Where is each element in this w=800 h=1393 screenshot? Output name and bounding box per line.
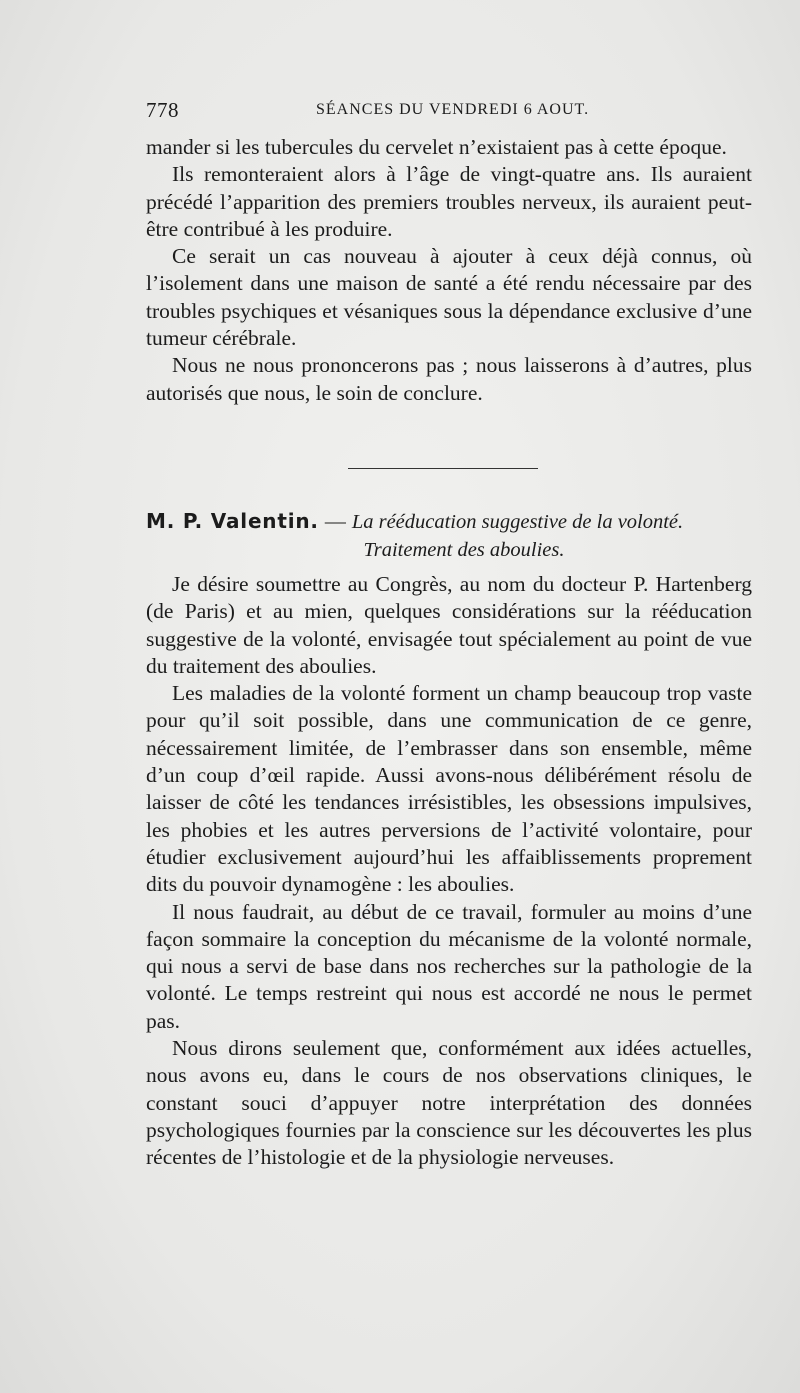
paragraph: Je désire soumettre au Congrès, au nom du docteur P. Hartenberg (de Paris) et au mien, quelques considérations sur la rééducation suggestive de la volonté, envisagée tout spécialement au point de vue du traitement des aboulies.: [146, 572, 752, 678]
paragraph: mander si les tubercules du cervelet n’existaient pas à cette époque.: [146, 135, 727, 159]
paragraph: Nous dirons seulement que, conformément aux idées actuelles, nous avons eu, dans le cours de nos observations cliniques, le constant souci d’appuyer notre interprétation des données psychologiques fournies par la conscience sur les découvertes les plus récentes de l’histologie et de la physiologie nerveuses.: [146, 1036, 752, 1170]
paragraph: Nous ne nous prononcerons pas ; nous laisserons à d’autres, plus autorisés que nous, le soin de conclure.: [146, 353, 752, 405]
paragraph: Ce serait un cas nouveau à ajouter à ceux déjà connus, où l’isolement dans une maison de santé a été rendu nécessaire par des troubles psychiques et vésaniques sous la dépendance exclusive d’une tumeur cérébrale.: [146, 244, 752, 351]
running-head: SÉANCES DU VENDREDI 6 AOUT.: [316, 101, 590, 118]
section-divider: [348, 468, 538, 469]
heading-line: [146, 508, 752, 536]
page-number: 778: [146, 98, 179, 122]
author-name: M. P. Valentin.: [146, 509, 319, 533]
previous-article-conclusion: [146, 134, 752, 407]
article-body: [146, 571, 752, 1172]
paragraph: Ils remonteraient alors à l’âge de vingt-quatre ans. Ils auraient précédé l’apparition des premiers troubles nerveux, ils auraient peut-être contribué à les produire.: [146, 162, 752, 241]
paragraph: Les maladies de la volonté forment un champ beaucoup trop vaste pour qu’il soit possible, dans une communication de ce genre, nécessairement limitée, de l’embrasser dans son ensemble, même d’un coup d’œil rapide. Aussi avons-nous délibérément résolu de laisser de côté les tendances irrésistibles, les obsessions impulsives, les phobies et les autres perversions de l’activité volontaire, pour étudier exclusivement aujourd’hui les affaiblissements proprement dits du pouvoir dynamogène : les aboulies.: [146, 681, 752, 897]
article-subtitle: Traitement des aboulies.: [363, 539, 565, 561]
page-header: [146, 98, 748, 130]
heading-dash: —: [324, 509, 346, 533]
article-heading: [146, 508, 752, 564]
article-title: La rééducation suggestive de la volonté.: [351, 511, 684, 533]
paragraph: Il nous faudrait, au début de ce travail, formuler au moins d’une façon sommaire la conception du mécanisme de la volonté normale, qui nous a servi de base dans nos recherches sur la pathologie de la volonté. Le temps restreint qui nous est accordé ne nous le permet pas.: [146, 899, 752, 1033]
